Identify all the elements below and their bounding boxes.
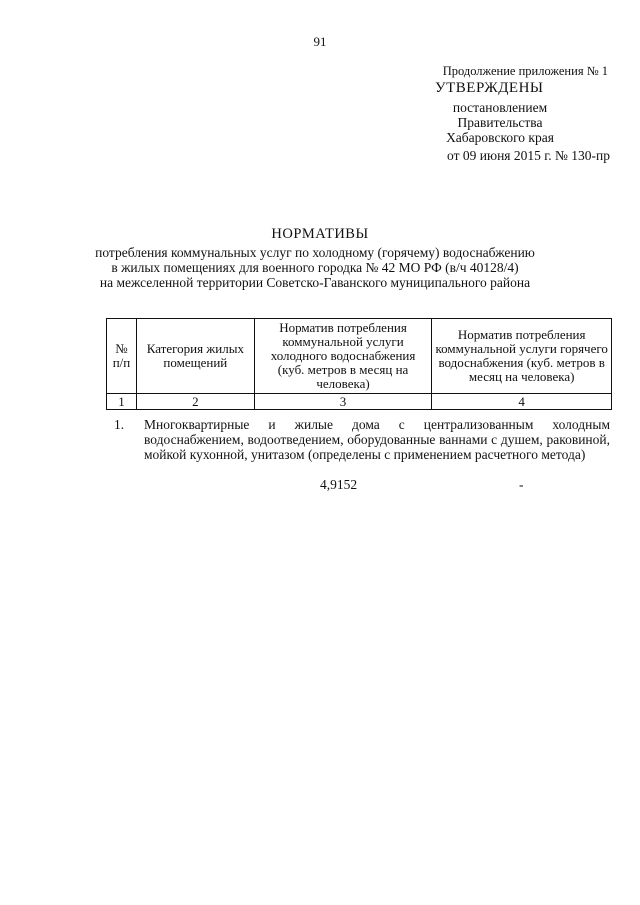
subtitle-line-3: на межселенной территории Советско-Гаванского муниципального района xyxy=(99,275,531,290)
column-number: 2 xyxy=(136,394,254,410)
column-number: 3 xyxy=(254,394,432,410)
table-header-row xyxy=(107,319,612,394)
approval-date: от 09 июня 2015 г. № 130-пр xyxy=(447,148,610,163)
norms-table xyxy=(106,318,612,410)
subtitle-line-2: в жилых помещениях для военного городка № 42 МО РФ (в/ч 40128/4) xyxy=(111,260,519,275)
cold-water-value: 4,9152 xyxy=(320,477,358,492)
subtitle-line-1: потребления коммунальных услуг по холодному (горячему) водоснабжению xyxy=(95,245,535,260)
row-index: 1. xyxy=(114,417,125,432)
approval-line-2: Правительства xyxy=(457,115,543,130)
header-num: № п/п xyxy=(107,319,137,394)
approval-line-1: постановлением xyxy=(452,100,548,115)
row-description: Многоквартирные и жилые дома с централизованным холодным водоснабжением, водоотведением, оборудованные ваннами с душем, раковиной, мойкой кухонной, унитазом (определены с применением расчетного метода) xyxy=(144,417,610,462)
page-number: 91 xyxy=(313,34,327,49)
header-category: Категория жилых помещений xyxy=(136,319,254,394)
column-number: 1 xyxy=(107,394,137,410)
document-title: НОРМАТИВЫ xyxy=(271,226,369,242)
header-cold-water: Норматив потребления коммунальной услуги холодного водоснабжения (куб. метров в месяц на человека) xyxy=(254,319,432,394)
approval-stamp: УТВЕРЖДЕНЫ xyxy=(435,80,544,96)
appendix-continuation: Продолжение приложения № 1 xyxy=(442,64,608,78)
column-number-row xyxy=(107,394,612,410)
approval-block xyxy=(380,64,620,163)
approval-line-3: Хабаровского края xyxy=(446,130,554,145)
document-subtitle xyxy=(95,245,535,290)
column-number: 4 xyxy=(432,394,612,410)
header-hot-water: Норматив потребления коммунальной услуги горячего водоснабжения (куб. метров в месяц на человека) xyxy=(432,319,612,394)
hot-water-value: - xyxy=(519,477,524,492)
